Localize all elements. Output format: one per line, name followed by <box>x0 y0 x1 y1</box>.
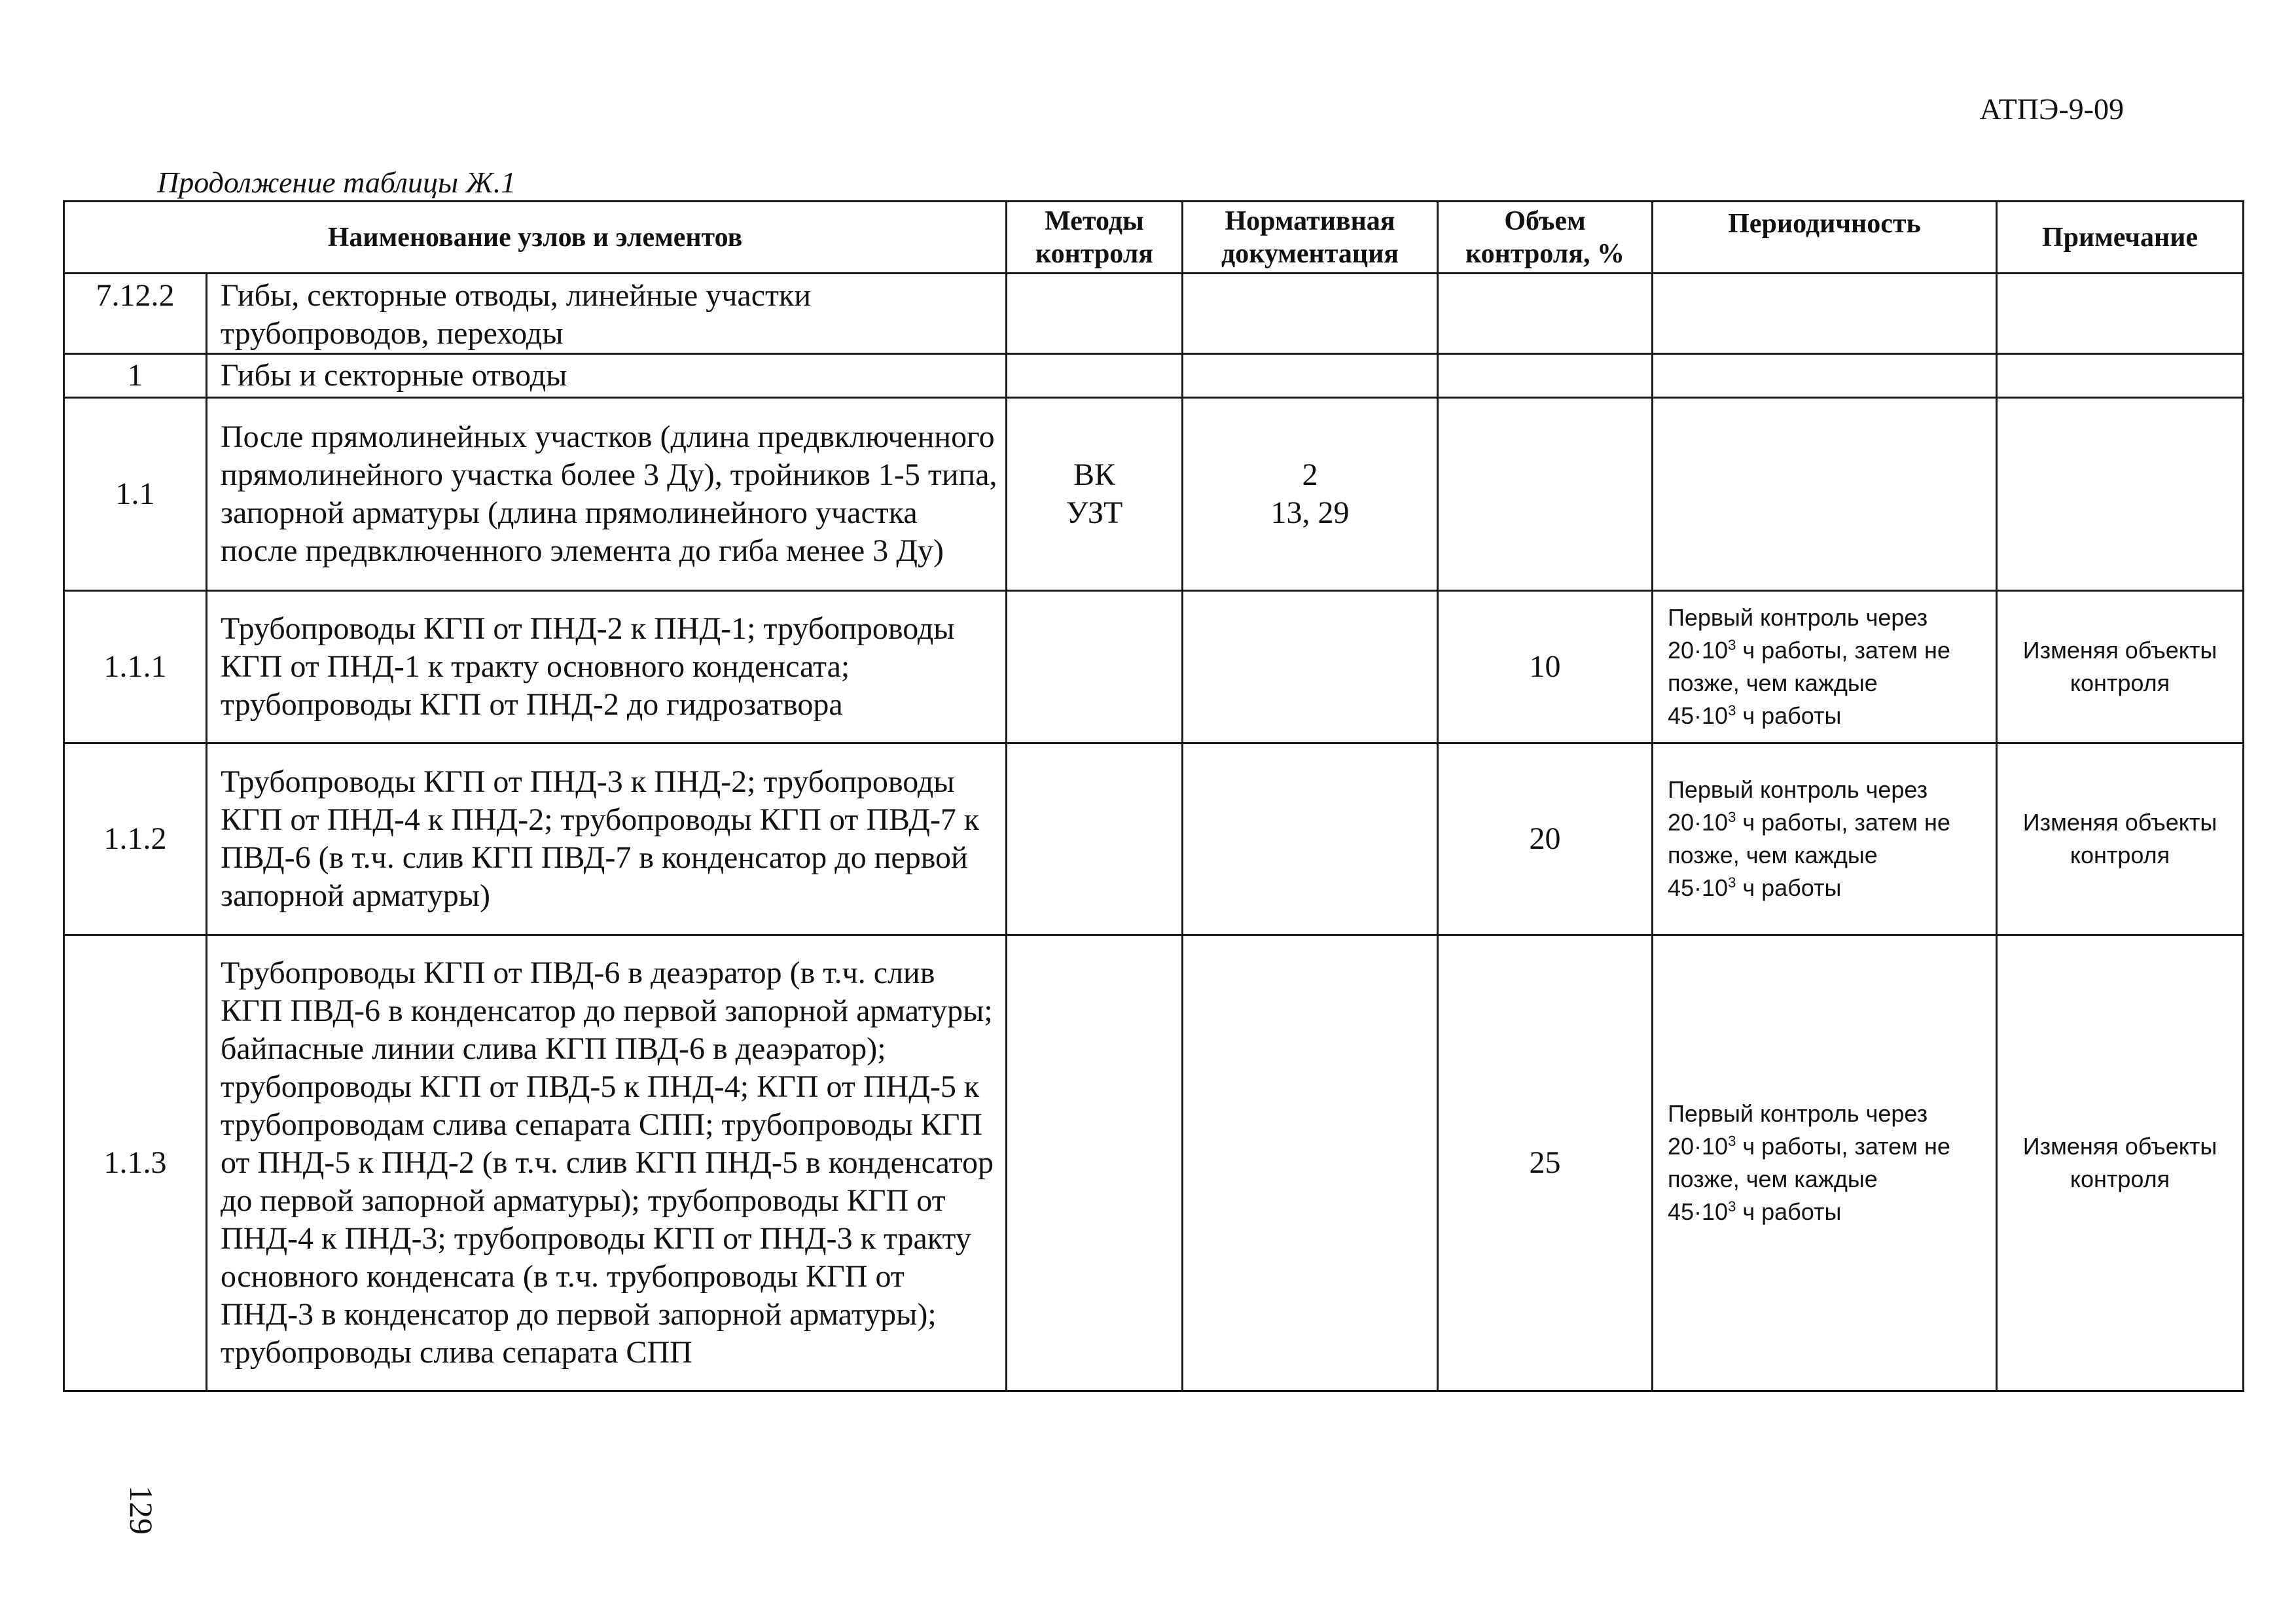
period-line: Первый контроль через <box>1668 604 1928 631</box>
row-name: Трубопроводы КГП от ПВД-6 в деаэратор (в т.ч. слив КГП ПВД-6 в конденсатор до первой запорной арматуры; байпасные линии слива КГП ПВД-6 в деаэратор); трубопроводы КГП от ПВД-5 к ПНД-4; КГП от ПНД-5 к трубопроводам слива сепарата СПП; трубопроводы КГП от ПНД-5 к ПНД-2 (в т.ч. слив КГП ПНД-5 в конденсатор до первой запорной арматуры); трубопроводы КГП от ПНД-4 к ПНД-3; трубопроводы КГП от ПНД-3 к тракту основного конденсата (в т.ч. трубопроводы КГП от ПНД-3 в конденсатор до первой запорной арматуры); трубопроводы слива сепарата СПП <box>207 935 1007 1391</box>
page-number: 129 <box>123 1486 160 1535</box>
header-periodicity: Периодичность <box>1653 202 1997 274</box>
period-text: ч работы, затем не <box>1736 1133 1950 1160</box>
group-title: Гибы и секторные отводы <box>207 354 1007 398</box>
period-text: ч работы <box>1736 1198 1842 1225</box>
period-value: 45·10 <box>1668 702 1729 729</box>
header-volume: Объем контроля, % <box>1438 202 1653 274</box>
period-line <box>1668 872 1986 904</box>
row-number: 1.1.3 <box>64 935 207 1391</box>
method-vk: ВК <box>1073 457 1116 492</box>
section-title: Гибы, секторные отводы, линейные участки трубопроводов, переходы <box>207 274 1007 354</box>
period-text: ч работы <box>1736 702 1842 729</box>
period-exponent: 3 <box>1728 1133 1736 1149</box>
header-row <box>64 202 2244 274</box>
header-note: Примечание <box>1997 202 2244 274</box>
period-line: Первый контроль через <box>1668 776 1928 803</box>
group-row <box>64 354 2244 398</box>
period-exponent: 3 <box>1728 874 1736 891</box>
section-number: 7.12.2 <box>64 274 207 354</box>
row-number: 1.1 <box>64 398 207 591</box>
period-exponent: 3 <box>1728 809 1736 825</box>
period-line: Первый контроль через <box>1668 1100 1928 1127</box>
table-row <box>64 398 2244 591</box>
period-exponent: 3 <box>1728 702 1736 719</box>
period-line <box>1668 634 1986 667</box>
header-norm-doc: Нормативная документация <box>1183 202 1438 274</box>
period-text: ч работы, затем не <box>1736 637 1950 664</box>
norm-doc-2: 13, 29 <box>1270 495 1350 530</box>
period-line <box>1668 806 1986 839</box>
period-line: позже, чем каждые <box>1668 1166 1878 1192</box>
period-exponent: 3 <box>1728 1198 1736 1215</box>
row-volume: 10 <box>1438 591 1653 743</box>
table-row <box>64 935 2244 1391</box>
document-code: АТПЭ-9-09 <box>1979 92 2124 126</box>
row-volume: 25 <box>1438 935 1653 1391</box>
row-periodicity <box>1653 591 1997 743</box>
inspection-table <box>63 200 2244 1392</box>
row-periodicity <box>1653 935 1997 1391</box>
period-line <box>1668 700 1986 732</box>
table-row <box>64 591 2244 743</box>
period-exponent: 3 <box>1728 637 1736 653</box>
period-line <box>1668 1196 1986 1228</box>
table-caption: Продолжение таблицы Ж.1 <box>157 166 516 199</box>
row-name: Трубопроводы КГП от ПНД-2 к ПНД-1; трубопроводы КГП от ПНД-1 к тракту основного конденсата; трубопроводы КГП от ПНД-2 до гидрозатвора <box>207 591 1007 743</box>
section-row <box>64 274 2244 354</box>
row-name: Трубопроводы КГП от ПНД-3 к ПНД-2; трубопроводы КГП от ПНД-4 к ПНД-2; трубопроводы КГП от ПВД-7 к ПВД-6 (в т.ч. слив КГП ПВД-7 в конденсатор до первой запорной арматуры) <box>207 743 1007 935</box>
row-periodicity <box>1653 743 1997 935</box>
row-number: 1.1.2 <box>64 743 207 935</box>
row-note: Изменяя объекты контроля <box>1997 743 2244 935</box>
row-volume: 20 <box>1438 743 1653 935</box>
period-line <box>1668 1130 1986 1163</box>
period-value: 45·10 <box>1668 1198 1729 1225</box>
period-text: ч работы <box>1736 874 1842 901</box>
row-note: Изменяя объекты контроля <box>1997 591 2244 743</box>
period-value: 20·10 <box>1668 1133 1729 1160</box>
header-name: Наименование узлов и элементов <box>64 202 1007 274</box>
header-methods: Методы контроля <box>1007 202 1183 274</box>
norm-doc-1: 2 <box>1302 457 1318 492</box>
group-number: 1 <box>64 354 207 398</box>
period-value: 45·10 <box>1668 874 1729 901</box>
period-value: 20·10 <box>1668 809 1729 836</box>
row-methods <box>1007 398 1183 591</box>
period-line: позже, чем каждые <box>1668 842 1878 868</box>
table-row <box>64 743 2244 935</box>
period-value: 20·10 <box>1668 637 1729 664</box>
row-name: После прямолинейных участков (длина предвключенного прямолинейного участка более 3 Ду), тройников 1-5 типа, запорной арматуры (длина прямолинейного участка после предвключенного элемента до гиба менее 3 Ду) <box>207 398 1007 591</box>
period-text: ч работы, затем не <box>1736 809 1950 836</box>
row-number: 1.1.1 <box>64 591 207 743</box>
row-norm-doc <box>1183 398 1438 591</box>
row-note: Изменяя объекты контроля <box>1997 935 2244 1391</box>
period-line: позже, чем каждые <box>1668 669 1878 696</box>
method-uzt: УЗТ <box>1066 495 1123 530</box>
